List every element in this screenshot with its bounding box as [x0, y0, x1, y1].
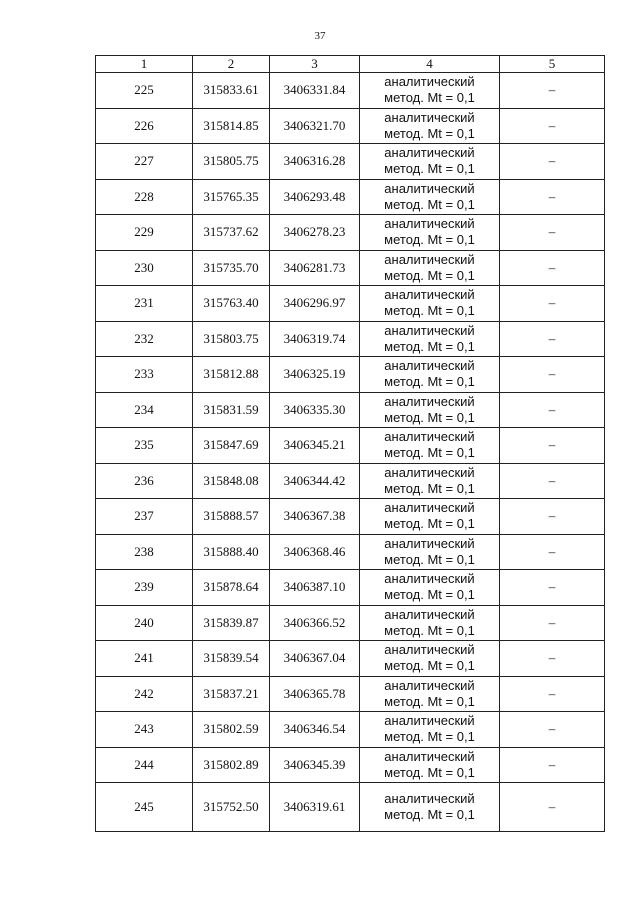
method-line-2: метод. Mt = 0,1 — [384, 764, 475, 780]
col5-value: – — [500, 712, 605, 748]
point-number: 229 — [96, 215, 193, 251]
coord-x: 315802.89 — [193, 747, 270, 783]
method-cell — [360, 321, 500, 357]
point-number: 245 — [96, 783, 193, 832]
coord-y: 3406368.46 — [270, 534, 360, 570]
table-row — [96, 286, 605, 322]
coord-y: 3406346.54 — [270, 712, 360, 748]
coord-y: 3406335.30 — [270, 392, 360, 428]
method-line-1: аналитический — [384, 571, 475, 587]
table-row — [96, 144, 605, 180]
point-number: 242 — [96, 676, 193, 712]
method-line-1: аналитический — [384, 74, 475, 90]
coord-x: 315831.59 — [193, 392, 270, 428]
table-row — [96, 676, 605, 712]
col5-value: – — [500, 392, 605, 428]
method-line-2: метод. Mt = 0,1 — [384, 409, 475, 425]
coord-y: 3406281.73 — [270, 250, 360, 286]
table-row — [96, 712, 605, 748]
col5-value: – — [500, 747, 605, 783]
point-number: 233 — [96, 357, 193, 393]
coord-y: 3406331.84 — [270, 73, 360, 109]
col5-value: – — [500, 286, 605, 322]
table-row — [96, 605, 605, 641]
method-line-1: аналитический — [384, 180, 475, 196]
point-number: 236 — [96, 463, 193, 499]
method-line-2: метод. Mt = 0,1 — [384, 587, 475, 603]
point-number: 228 — [96, 179, 193, 215]
table-row — [96, 534, 605, 570]
header-col-1: 1 — [96, 56, 193, 73]
col5-value: – — [500, 215, 605, 251]
method-cell — [360, 108, 500, 144]
col5-value: – — [500, 570, 605, 606]
method-cell — [360, 570, 500, 606]
coord-y: 3406296.97 — [270, 286, 360, 322]
point-number: 243 — [96, 712, 193, 748]
method-cell — [360, 144, 500, 180]
point-number: 226 — [96, 108, 193, 144]
col5-value: – — [500, 73, 605, 109]
table-row — [96, 392, 605, 428]
table-row — [96, 783, 605, 832]
col5-value: – — [500, 321, 605, 357]
coord-x: 315737.62 — [193, 215, 270, 251]
col5-value: – — [500, 463, 605, 499]
table-row — [96, 570, 605, 606]
coord-x: 315802.59 — [193, 712, 270, 748]
table-row — [96, 641, 605, 677]
point-number: 231 — [96, 286, 193, 322]
table-header-row — [96, 56, 605, 73]
table-row — [96, 73, 605, 109]
method-line-2: метод. Mt = 0,1 — [384, 480, 475, 496]
col5-value: – — [500, 179, 605, 215]
method-line-2: метод. Mt = 0,1 — [384, 338, 475, 354]
method-line-2: метод. Mt = 0,1 — [384, 267, 475, 283]
method-line-2: метод. Mt = 0,1 — [384, 622, 475, 638]
method-line-2: метод. Mt = 0,1 — [384, 161, 475, 177]
method-line-1: аналитический — [384, 145, 475, 161]
method-line-1: аналитический — [384, 322, 475, 338]
point-number: 238 — [96, 534, 193, 570]
coord-y: 3406293.48 — [270, 179, 360, 215]
coord-x: 315839.87 — [193, 605, 270, 641]
coord-x: 315803.75 — [193, 321, 270, 357]
table-body — [96, 73, 605, 832]
point-number: 225 — [96, 73, 193, 109]
col5-value: – — [500, 144, 605, 180]
point-number: 240 — [96, 605, 193, 641]
method-line-2: метод. Mt = 0,1 — [384, 658, 475, 674]
col5-value: – — [500, 641, 605, 677]
table-row — [96, 463, 605, 499]
col5-value: – — [500, 605, 605, 641]
method-cell — [360, 286, 500, 322]
method-cell — [360, 357, 500, 393]
table-row — [96, 499, 605, 535]
method-cell — [360, 428, 500, 464]
method-line-1: аналитический — [384, 251, 475, 267]
method-line-1: аналитический — [384, 216, 475, 232]
coord-x: 315752.50 — [193, 783, 270, 832]
method-cell — [360, 392, 500, 428]
method-line-1: аналитический — [384, 358, 475, 374]
coord-x: 315837.21 — [193, 676, 270, 712]
method-line-2: метод. Mt = 0,1 — [384, 693, 475, 709]
header-col-2: 2 — [193, 56, 270, 73]
point-number: 239 — [96, 570, 193, 606]
coord-x: 315814.85 — [193, 108, 270, 144]
coord-y: 3406316.28 — [270, 144, 360, 180]
coord-y: 3406345.21 — [270, 428, 360, 464]
table-row — [96, 179, 605, 215]
table-row — [96, 321, 605, 357]
col5-value: – — [500, 499, 605, 535]
method-line-1: аналитический — [384, 791, 475, 806]
method-cell — [360, 499, 500, 535]
col5-value: – — [500, 534, 605, 570]
method-line-1: аналитический — [384, 287, 475, 303]
method-cell — [360, 73, 500, 109]
coord-x: 315805.75 — [193, 144, 270, 180]
coord-y: 3406367.04 — [270, 641, 360, 677]
coord-x: 315878.64 — [193, 570, 270, 606]
coord-x: 315735.70 — [193, 250, 270, 286]
method-line-1: аналитический — [384, 606, 475, 622]
coord-y: 3406365.78 — [270, 676, 360, 712]
method-cell — [360, 463, 500, 499]
col5-value: – — [500, 108, 605, 144]
method-cell — [360, 747, 500, 783]
coord-y: 3406319.74 — [270, 321, 360, 357]
method-line-2: метод. Mt = 0,1 — [384, 125, 475, 141]
method-line-1: аналитический — [384, 642, 475, 658]
coord-y: 3406387.10 — [270, 570, 360, 606]
col5-value: – — [500, 428, 605, 464]
coord-x: 315812.88 — [193, 357, 270, 393]
method-line-1: аналитический — [384, 713, 475, 729]
method-line-2: метод. Mt = 0,1 — [384, 729, 475, 745]
coord-y: 3406345.39 — [270, 747, 360, 783]
method-line-2: метод. Mt = 0,1 — [384, 445, 475, 461]
method-line-2: метод. Mt = 0,1 — [384, 303, 475, 319]
coord-x: 315848.08 — [193, 463, 270, 499]
table-row — [96, 357, 605, 393]
coord-x: 315847.69 — [193, 428, 270, 464]
method-cell — [360, 179, 500, 215]
method-line-1: аналитический — [384, 109, 475, 125]
header-col-5: 5 — [500, 56, 605, 73]
method-cell — [360, 605, 500, 641]
header-col-3: 3 — [270, 56, 360, 73]
point-number: 237 — [96, 499, 193, 535]
coord-x: 315765.35 — [193, 179, 270, 215]
page-number: 37 — [314, 30, 326, 42]
method-line-1: аналитический — [384, 464, 475, 480]
coordinates-table — [95, 55, 605, 832]
method-line-2: метод. Mt = 0,1 — [384, 807, 475, 822]
method-cell — [360, 676, 500, 712]
method-line-1: аналитический — [384, 429, 475, 445]
method-line-1: аналитический — [384, 393, 475, 409]
method-cell — [360, 534, 500, 570]
col5-value: – — [500, 357, 605, 393]
method-cell — [360, 215, 500, 251]
coord-y: 3406319.61 — [270, 783, 360, 832]
method-cell — [360, 250, 500, 286]
table-row — [96, 747, 605, 783]
point-number: 230 — [96, 250, 193, 286]
method-line-2: метод. Mt = 0,1 — [384, 196, 475, 212]
method-line-2: метод. Mt = 0,1 — [384, 374, 475, 390]
method-line-1: аналитический — [384, 500, 475, 516]
coord-x: 315833.61 — [193, 73, 270, 109]
coord-y: 3406344.42 — [270, 463, 360, 499]
table-row — [96, 215, 605, 251]
method-line-2: метод. Mt = 0,1 — [384, 232, 475, 248]
coord-y: 3406278.23 — [270, 215, 360, 251]
point-number: 244 — [96, 747, 193, 783]
method-cell — [360, 712, 500, 748]
coord-x: 315888.57 — [193, 499, 270, 535]
method-cell — [360, 783, 500, 832]
col5-value: – — [500, 676, 605, 712]
method-line-1: аналитический — [384, 535, 475, 551]
col5-value: – — [500, 783, 605, 832]
col5-value: – — [500, 250, 605, 286]
coord-y: 3406321.70 — [270, 108, 360, 144]
table-row — [96, 250, 605, 286]
point-number: 235 — [96, 428, 193, 464]
table-row — [96, 428, 605, 464]
coord-y: 3406367.38 — [270, 499, 360, 535]
point-number: 241 — [96, 641, 193, 677]
method-line-2: метод. Mt = 0,1 — [384, 516, 475, 532]
coord-x: 315888.40 — [193, 534, 270, 570]
table-row — [96, 108, 605, 144]
point-number: 232 — [96, 321, 193, 357]
method-line-2: метод. Mt = 0,1 — [384, 90, 475, 106]
coord-y: 3406366.52 — [270, 605, 360, 641]
method-line-1: аналитический — [384, 748, 475, 764]
point-number: 234 — [96, 392, 193, 428]
coord-x: 315763.40 — [193, 286, 270, 322]
method-line-1: аналитический — [384, 677, 475, 693]
coord-x: 315839.54 — [193, 641, 270, 677]
method-line-2: метод. Mt = 0,1 — [384, 551, 475, 567]
method-cell — [360, 641, 500, 677]
coord-y: 3406325.19 — [270, 357, 360, 393]
header-col-4: 4 — [360, 56, 500, 73]
point-number: 227 — [96, 144, 193, 180]
